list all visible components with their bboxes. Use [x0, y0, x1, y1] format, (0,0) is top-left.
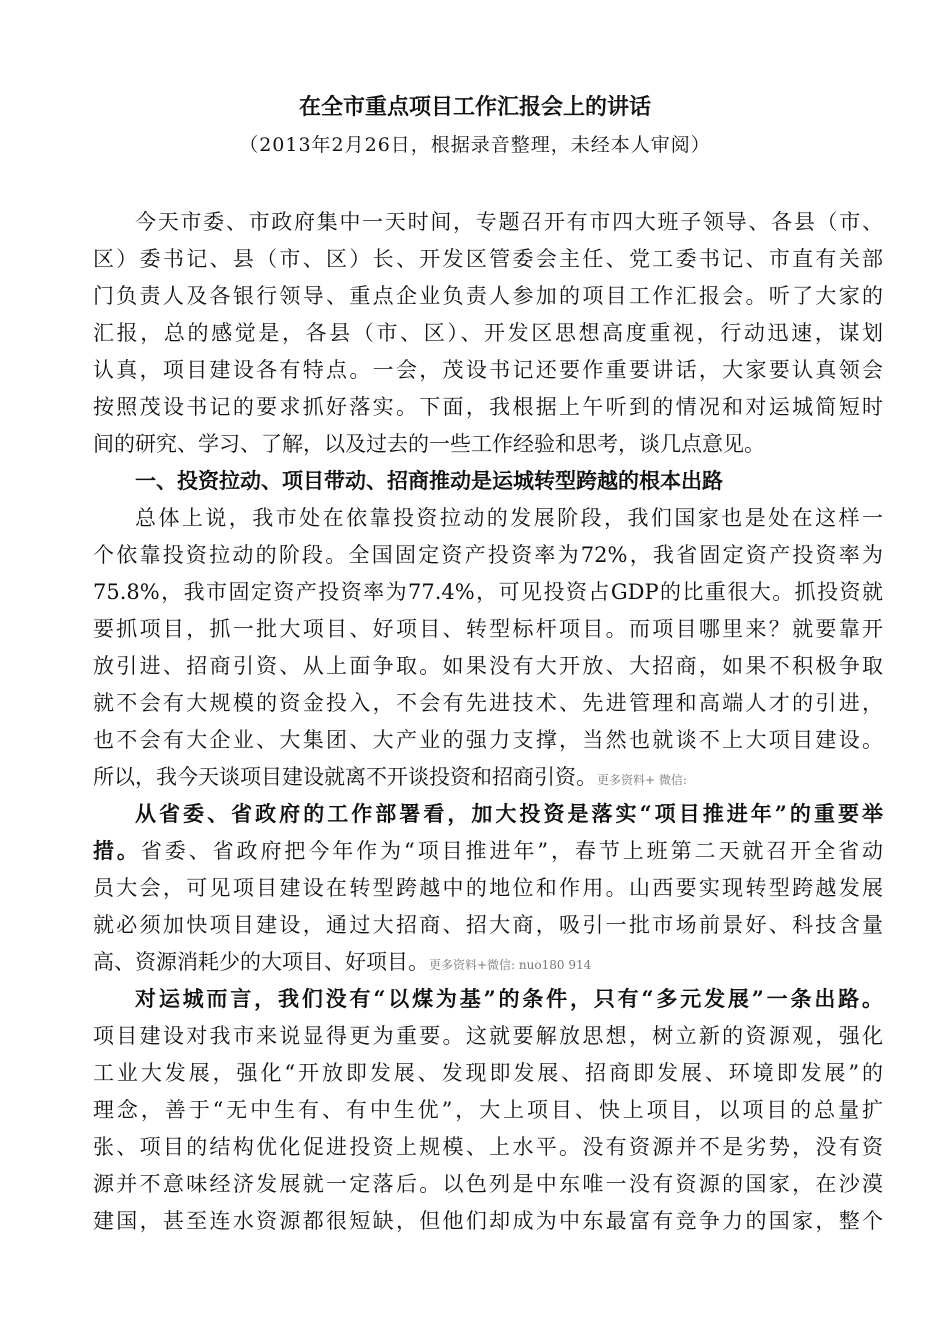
- body-line: 工业大发展，强化“开放即发展、发现即发展、招商即发展、环境即发展”的: [93, 1061, 883, 1085]
- body-line: 放引进、招商引资、从上面争取。如果没有大开放、大招商，如果不积极争取: [93, 654, 883, 678]
- bold-lead-line: 对运城而言，我们没有“以煤为基”的条件，只有“多元发展”一条出路。: [135, 986, 883, 1011]
- body-line: 75.8%，我市固定资产投资率为77.4%，可见投资占GDP的比重很大。抓投资就: [93, 580, 883, 604]
- body-line: 就必须加快项目建设，通过大招商、招大商，吸引一批市场前景好、科技含量: [93, 913, 883, 937]
- body-line: 按照茂设书记的要求抓好落实。下面，我根据上午听到的情况和对运城简短时: [93, 395, 883, 419]
- section-heading: 一、投资拉动、项目带动、招商推动是运城转型跨越的根本出路: [135, 468, 723, 493]
- body-line: [93, 759, 883, 795]
- document-title: 在全市重点项目工作汇报会上的讲话: [298, 94, 651, 120]
- body-text: 所以，我今天谈项目建设就离不开谈投资和招商引资。: [93, 765, 597, 789]
- body-line: 员大会，可见项目建设在转型跨越中的地位和作用。山西要实现转型跨越发展: [93, 876, 883, 900]
- body-line: [93, 944, 883, 980]
- watermark-note: 更多资料+ 微信:: [597, 773, 687, 787]
- document-subtitle: （2013年2月26日，根据录音整理，未经本人审阅）: [239, 134, 711, 156]
- body-line: 汇报，总的感觉是，各县（市、区）、开发区思想高度重视，行动迅速，谋划: [93, 321, 883, 345]
- body-line: 也不会有大企业、大集团、大产业的强力支撑，当然也就谈不上大项目建设。: [93, 728, 883, 752]
- body-line: 个依靠投资拉动的阶段。全国固定资产投资率为72%，我省固定资产投资率为: [93, 543, 883, 567]
- body-line: 源并不意味经济发展就一定落后。以色列是中东唯一没有资源的国家，在沙漠: [93, 1172, 883, 1196]
- bold-lead-line: 从省委、省政府的工作部署看，加大投资是落实“项目推进年”的重要举: [135, 801, 883, 826]
- body-text: 高、资源消耗少的大项目、好项目。: [93, 950, 429, 974]
- body-text: 省委、省政府把今年作为“项目推进年”，春节上班第二天就召开全省动: [140, 839, 883, 863]
- bold-lead-end: 措。: [93, 838, 141, 863]
- body-line: 认真，项目建设各有特点。一会，茂设书记还要作重要讲话，大家要认真领会: [93, 358, 883, 382]
- watermark-note: 更多资料+微信: nuo180 914: [429, 958, 592, 972]
- body-line: 项目建设对我市来说显得更为重要。这就要解放思想，树立新的资源观，强化: [93, 1024, 883, 1048]
- body-line: 门负责人及各银行领导、重点企业负责人参加的项目工作汇报会。听了大家的: [93, 284, 883, 308]
- body-line: 建国，甚至连水资源都很短缺，但他们却成为中东最富有竞争力的国家，整个: [93, 1209, 883, 1233]
- body-line: 理念，善于“无中生有、有中生优”，大上项目、快上项目，以项目的总量扩: [93, 1098, 883, 1122]
- body-line: 间的研究、学习、了解，以及过去的一些工作经验和思考，谈几点意见。: [93, 432, 765, 456]
- body-line: 就不会有大规模的资金投入，不会有先进技术、先进管理和高端人才的引进，: [93, 691, 883, 715]
- body-line: 要抓项目，抓一批大项目、好项目、转型标杆项目。而项目哪里来？就要靠开: [93, 617, 883, 641]
- body-line: 今天市委、市政府集中一天时间，专题召开有市四大班子领导、各县（市、: [135, 210, 883, 234]
- body-line: [93, 833, 883, 869]
- body-line: 张、项目的结构优化促进投资上规模、上水平。没有资源并不是劣势，没有资: [93, 1135, 883, 1159]
- body-line: 区）委书记、县（市、区）长、开发区管委会主任、党工委书记、市直有关部: [93, 247, 883, 271]
- body-line: 总体上说，我市处在依靠投资拉动的发展阶段，我们国家也是处在这样一: [135, 506, 883, 530]
